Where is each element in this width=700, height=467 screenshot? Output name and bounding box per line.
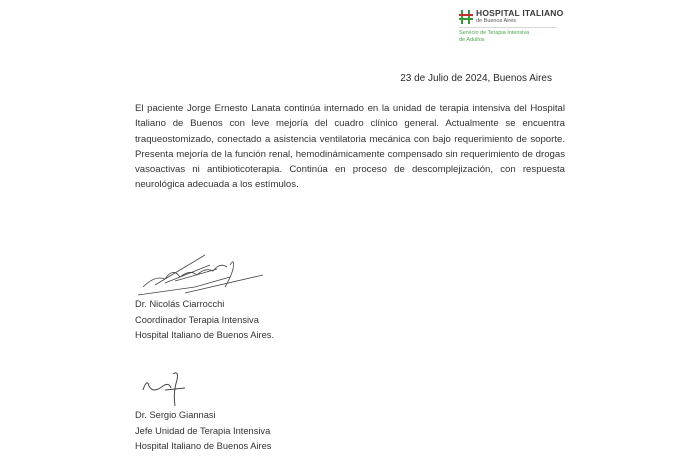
service-line-2: de Adultos	[459, 37, 485, 43]
signatory-1-name: Dr. Nicolás Ciarrocchi	[135, 299, 225, 309]
signatory-2-role: Jefe Unidad de Terapia Intensiva	[135, 425, 271, 436]
signature-2-icon	[135, 368, 195, 408]
letterhead-divider	[459, 27, 557, 28]
hospital-letterhead	[459, 9, 569, 44]
signature-block-2	[135, 368, 271, 455]
signatory-1-institution: Hospital Italiano de Buenos Aires.	[135, 330, 275, 340]
signatory-1-role: Coordinador Terapia Intensiva	[135, 314, 259, 325]
signatory-2-institution: Hospital Italiano de Buenos Aires	[135, 441, 272, 451]
signature-1-icon	[135, 247, 265, 297]
date-line: 23 de Julio de 2024, Buenos Aires	[400, 73, 552, 84]
signature-block-1	[135, 247, 274, 344]
signatory-2-name: Dr. Sergio Giannasi	[135, 410, 216, 420]
service-line-1: Servicio de Terapia Intensiva	[459, 30, 530, 36]
medical-report-paragraph: El paciente Jorge Ernesto Lanata continúa internado en la unidad de terapia intensiva del Hospital Italiano de Buenos con leve mejoría del cuadro clínico general. Actualmente se encuentra traqueostomizado, conectado a asistencia ventilatoria mecánica con bajo requerimiento de soporte. Presenta mejoría de la función renal, hemodinámicamente compensado sin requerimiento de drogas vasoactivas ni antibioticoterapia. Continúa en proceso de descomplejización, con respuesta neurológica adecuada a los estímulos.	[135, 103, 565, 191]
hospital-subtitle: de Buenos Aires	[476, 18, 517, 24]
hospital-logo-icon	[459, 10, 473, 24]
hospital-name: HOSPITAL ITALIANO	[476, 8, 564, 18]
